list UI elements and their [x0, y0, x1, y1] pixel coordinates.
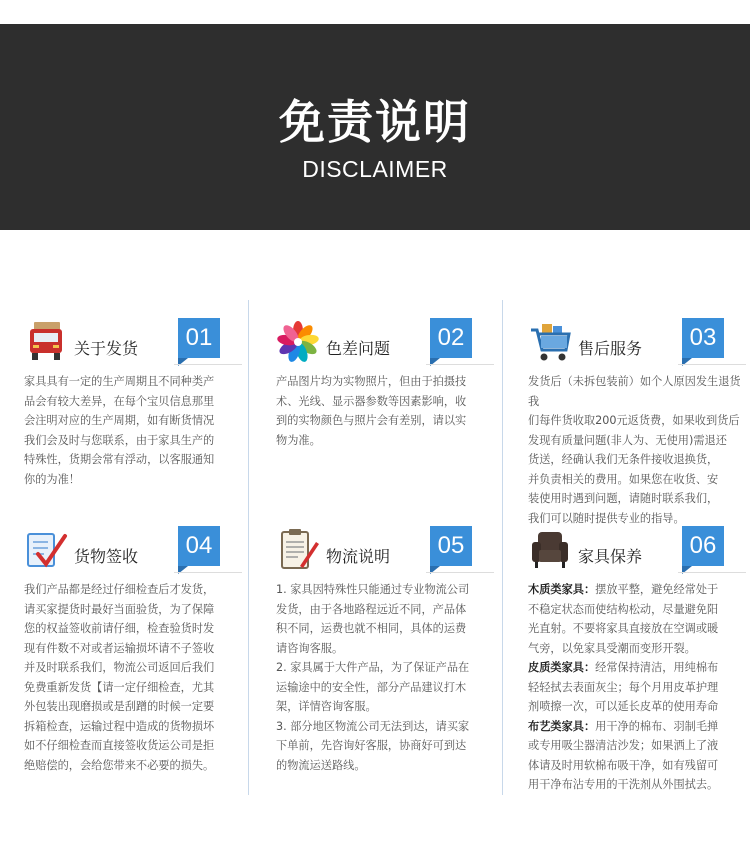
body-line: 的物流运送路线。: [276, 758, 366, 772]
body-line: 剂喷擦一次，可以延长皮革的使用寿命: [528, 700, 719, 713]
column-divider: [248, 300, 249, 795]
card-body: [528, 372, 746, 528]
header-banner: [0, 24, 750, 230]
page-title: 免责说明: [279, 95, 471, 149]
body-line: 绝赔偿的，会给您带来不必要的损失。: [24, 758, 215, 772]
body-line: 品会有较大差异，在每个宝贝信息那里: [24, 394, 215, 408]
body-line: 请买家提货时最好当面验货，为了保障: [24, 602, 215, 616]
color-palette-icon: [276, 320, 320, 364]
body-line: 2. 家具属于大件产品，为了保证产品在: [276, 661, 470, 674]
body-line: 装使用时遇到问题，请随时联系我们，: [528, 492, 719, 505]
title-underline: [678, 572, 746, 573]
body-line: 用干净布沾专用的干洗剂从外围拭去。: [528, 778, 719, 791]
body-line: 免费重新发货【请一定仔细检查，尤其: [24, 680, 215, 694]
body-line: 木质类家具：摆放平整，避免经常处于: [528, 583, 719, 596]
card-body: [276, 580, 494, 775]
card-number-badge: 05: [430, 526, 472, 566]
care-label: 木质类家具：: [528, 583, 596, 596]
body-line: 发现有质量问题(非人为、无使用)需退还: [528, 433, 727, 447]
card-title: 物流说明: [326, 547, 391, 566]
page-subtitle: DISCLAIMER: [302, 156, 448, 182]
body-line: 架，详情咨询客服。: [276, 700, 377, 713]
column-divider: [502, 300, 503, 795]
body-line: 们每件货收取200元返货费，如果收到货后: [528, 414, 740, 427]
sofa-chair-icon: [528, 528, 572, 572]
body-line: 积不同，运费也就不相同，具体的运费: [276, 622, 467, 635]
body-line: 并及时联系我们，物流公司返回后我们: [24, 661, 215, 674]
body-line: 拆箱检查，运输过程中造成的货物损坏: [24, 719, 215, 733]
body-line: 到的实物颜色与照片会有差别，请以实: [276, 414, 467, 427]
card-title: 售后服务: [578, 339, 643, 358]
card-title: 家具保养: [578, 547, 643, 566]
checklist-sign-icon: [24, 528, 68, 572]
body-line: 现有件数不对或者运输损坏请不子签收: [24, 641, 215, 655]
body-line: 我们产品都是经过仔细检查后才发货，: [24, 583, 215, 596]
body-line: 发货，由于各地路程远近不同，产品体: [276, 602, 467, 616]
card-number-badge: 03: [682, 318, 724, 358]
body-line: 我们可以随时提供专业的指导。: [528, 511, 685, 525]
body-line: 3. 部分地区物流公司无法到达，请买家: [276, 719, 470, 733]
body-line: 发货后（未拆包装前）如个人原因发生退货我: [528, 375, 741, 408]
body-line: 产品图片均为实物照片，但由于拍摄技: [276, 375, 467, 388]
body-line: 皮质类家具：经常保持清洁，用纯棉布: [528, 661, 719, 674]
body-line: 外包装出现磨损或是刮蹭的时候一定要: [24, 700, 215, 713]
body-line: 1. 家具因特殊性只能通过专业物流公司: [276, 583, 470, 596]
card-number-badge: 06: [682, 526, 724, 566]
card-body: [24, 372, 242, 489]
shopping-cart-icon: [528, 320, 572, 364]
title-underline: [426, 364, 494, 365]
body-line: 术、光线、显示器参数等因素影响，收: [276, 394, 467, 408]
title-underline: [174, 572, 242, 573]
body-line: 不稳定状态而使结构松动，尽量避免阳: [528, 602, 719, 616]
care-label: 布艺类家具：: [528, 719, 596, 733]
card-body: [528, 580, 746, 795]
body-line: 请咨询客服。: [276, 641, 344, 655]
body-line: 运输途中的安全性，部分产品建议打木: [276, 680, 467, 694]
body-line: 特殊性，货期会常有浮动，以客服通知: [24, 453, 215, 466]
body-line: 下单前，先咨询好客服，协商好可到达: [276, 739, 467, 752]
body-line: 家具具有一定的生产周期且不同种类产: [24, 375, 215, 388]
title-underline: [174, 364, 242, 365]
body-line: 轻轻拭去表面灰尘；每个月用皮革护理: [528, 680, 719, 694]
body-line: 气旁，以免家具受潮而变形开裂。: [528, 641, 696, 655]
body-line: 您的权益签收前请仔细，检查验货时发: [24, 622, 215, 635]
body-line: 布艺类家具：用干净的棉布、羽制毛掸: [528, 719, 719, 733]
body-line: 体请及时用软棉布吸干净，如有残留可: [528, 758, 719, 772]
card-number-badge: 02: [430, 318, 472, 358]
body-line: 光直射。不要将家具直接放在空调或暖: [528, 622, 719, 635]
clipboard-pen-icon: [276, 528, 320, 572]
card-number-badge: 01: [178, 318, 220, 358]
delivery-truck-icon: [24, 320, 68, 364]
body-line: 你的为准！: [24, 472, 80, 486]
card-body: [276, 372, 494, 450]
card-number-badge: 04: [178, 526, 220, 566]
body-line: 会注明对应的生产周期，如有断货情况: [24, 414, 215, 427]
card-body: [24, 580, 242, 775]
card-title: 色差问题: [326, 339, 391, 358]
card-title: 货物签收: [74, 547, 139, 566]
body-line: 货送，经确认我们无条件接收退换货，: [528, 453, 719, 466]
body-line: 或专用吸尘器清洁沙发；如果洒上了液: [528, 739, 719, 752]
body-line: 我们会及时与您联系，由于家具生产的: [24, 433, 215, 447]
title-underline: [426, 572, 494, 573]
title-underline: [678, 364, 746, 365]
body-line: 并负责相关的费用。如果您在收货、安: [528, 472, 719, 486]
body-line: 如不仔细检查而直接签收货运公司是拒: [24, 739, 215, 752]
body-line: 物为准。: [276, 433, 321, 447]
care-label: 皮质类家具：: [528, 661, 596, 674]
card-title: 关于发货: [74, 339, 139, 358]
